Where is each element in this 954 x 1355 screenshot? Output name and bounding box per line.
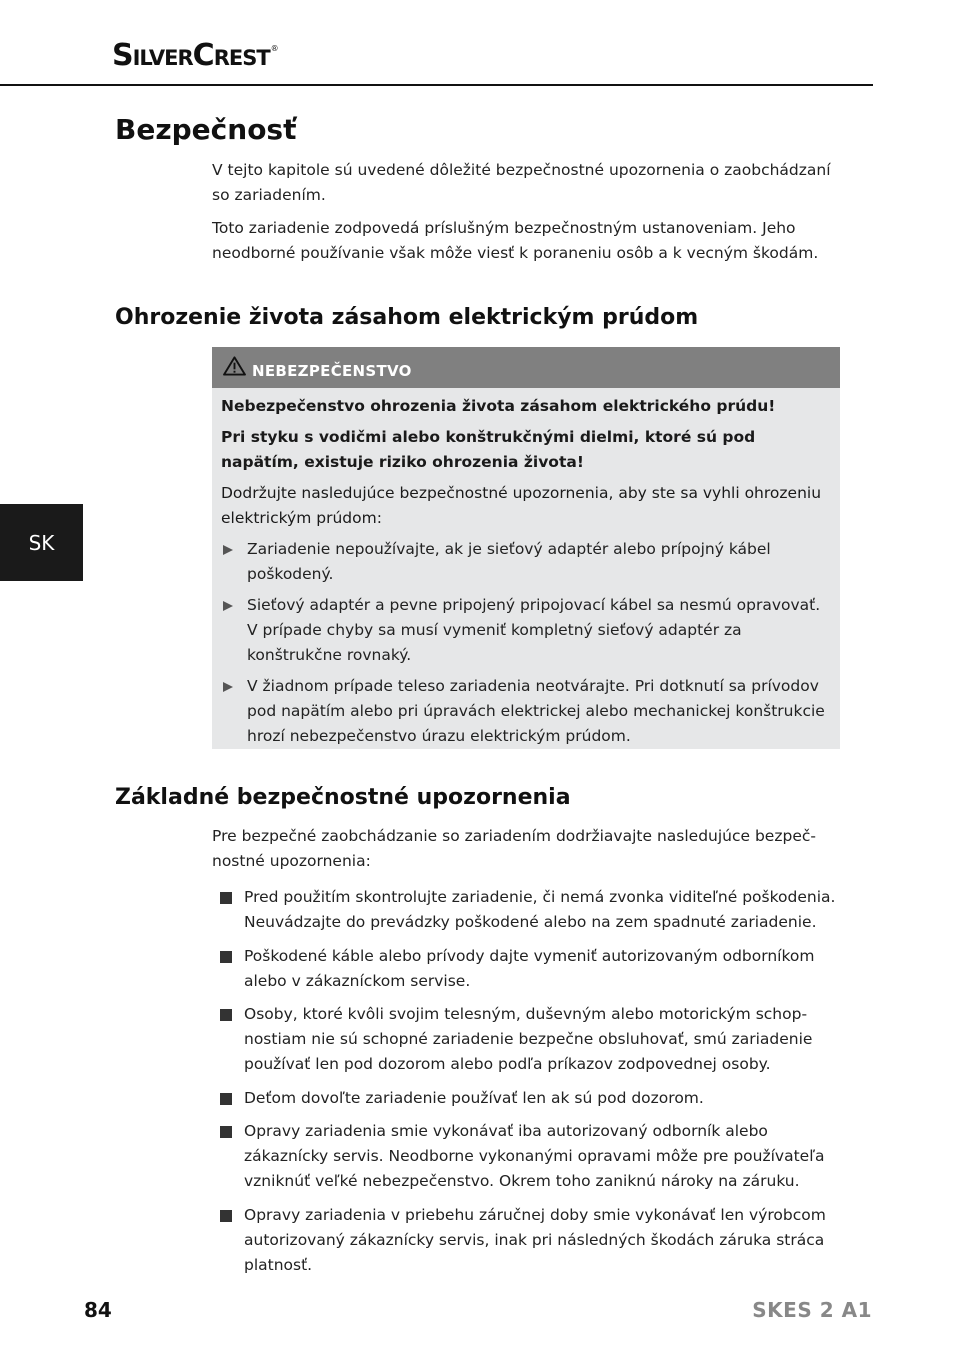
warning-bold-line-2: Pri styku s vodičmi alebo konštrukčnými dielmi, ktoré sú pod napätím, existuje riziko ohrozenia života! xyxy=(221,428,756,471)
model-number: SKES 2 A1 xyxy=(752,1298,872,1322)
list-item-text: Opravy zariadenia smie vykonávať iba autorizovaný odborník alebo zákaznícky servis. Neodborne vykonanými opravami môže pre používateľa vzniknúť veľké nebezpečenstvo. Okrem toho zaniknú nároky na záruku. xyxy=(244,1122,825,1190)
list-item xyxy=(212,1002,842,1077)
list-item-text: Deťom dovoľte zariadenie používať len ak sú pod dozorom. xyxy=(244,1088,704,1107)
list-item-text: V žiadnom prípade teleso zariadenia neotvárajte. Pri dotknutí sa prívodov pod napätím alebo pri úpravách elektrickej alebo mechanickej konštrukcie hrozí nebezpečenstvo úrazu elektrickým prúdom. xyxy=(247,677,825,745)
arrow-bullet-icon xyxy=(223,545,233,555)
brand-logo xyxy=(112,38,278,73)
warning-label: NEBEZPEČENSTVO xyxy=(252,361,412,380)
list-item-text: Pred použitím skontrolujte zariadenie, či nemá zvonka viditeľné poškodenia. Neuvádzajte do prevádzky poškodené alebo na zem spadnuté zariadenie. xyxy=(244,888,836,931)
square-bullet-icon xyxy=(220,1126,232,1138)
list-item xyxy=(212,1119,842,1194)
list-item-text: Osoby, ktoré kvôli svojim telesným, duševným alebo motorickým schop-nostiam nie sú schopné zariadenie bezpečne obsluhovať, smú zariadenie používať len pod dozorom alebo podľa príkazov zodpovednej osoby. xyxy=(244,1005,813,1073)
registered-mark: ® xyxy=(270,44,278,53)
list-item-text: Sieťový adaptér a pevne pripojený pripojovací kábel sa nesmú opravovať. V prípade chyby sa musí vymeniť kompletný sieťový adaptér za konštrukčne rovnaký. xyxy=(247,596,821,664)
square-bullet-icon xyxy=(220,892,232,904)
warning-list xyxy=(221,537,830,749)
square-bullet-icon xyxy=(220,951,232,963)
intro-paragraph-2: Toto zariadenie zodpovedá príslušným bezpečnostným ustanoveniam. Jeho neodborné používanie však môže viesť k poraneniu osôb a k vecným škodám. xyxy=(212,219,819,262)
language-tab: SK xyxy=(0,504,83,581)
list-item-text: Poškodené káble alebo prívody dajte vymeniť autorizovaným odborníkom alebo v zákazníckom servise. xyxy=(244,946,815,990)
warning-bold-line-1: Nebezpečenstvo ohrozenia života zásahom elektrického prúdu! xyxy=(221,397,776,415)
page-title: Bezpečnosť xyxy=(115,113,297,146)
page-number: 84 xyxy=(84,1298,112,1322)
list-item xyxy=(221,593,830,668)
arrow-bullet-icon xyxy=(223,601,233,611)
list-item xyxy=(212,885,842,935)
danger-warning-box xyxy=(212,347,840,749)
list-item xyxy=(221,674,830,749)
basic-safety-list xyxy=(212,885,842,1286)
section-heading-electric: Ohrozenie života zásahom elektrickým prúdom xyxy=(115,305,699,330)
section-heading-basic: Základné bezpečnostné upozornenia xyxy=(115,785,571,810)
list-item-text: Opravy zariadenia v priebehu záručnej doby smie vykonávať len výrobcom autorizovaný zákaznícky servis, inak pri následných škodách záruka stráca platnosť. xyxy=(244,1205,826,1274)
intro-paragraph-1: V tejto kapitole sú uvedené dôležité bezpečnostné upozornenia o zaobchádzaní so zariadením. xyxy=(212,161,831,204)
list-item xyxy=(212,1086,842,1111)
brand-logo-text: SilverCrest xyxy=(112,38,270,73)
square-bullet-icon xyxy=(220,1210,232,1222)
header-rule xyxy=(0,84,873,86)
list-item-text: Zariadenie nepoužívajte, ak je sieťový adaptér alebo prípojný kábel poškodený. xyxy=(247,540,771,583)
arrow-bullet-icon xyxy=(223,682,233,692)
warning-triangle-icon xyxy=(223,356,246,376)
list-item xyxy=(221,537,830,587)
square-bullet-icon xyxy=(220,1009,232,1021)
warning-body xyxy=(212,388,840,749)
warning-text: Dodržujte nasledujúce bezpečnostné upozornenia, aby ste sa vyhli ohrozeniu elektrickým prúdom: xyxy=(221,484,822,527)
basic-intro-paragraph: Pre bezpečné zaobchádzanie so zariadením dodržiavajte nasledujúce bezpeč-nostné upozornenia: xyxy=(212,827,816,870)
square-bullet-icon xyxy=(220,1093,232,1105)
list-item xyxy=(212,1203,842,1278)
list-item xyxy=(212,944,842,994)
warning-header xyxy=(212,347,840,388)
